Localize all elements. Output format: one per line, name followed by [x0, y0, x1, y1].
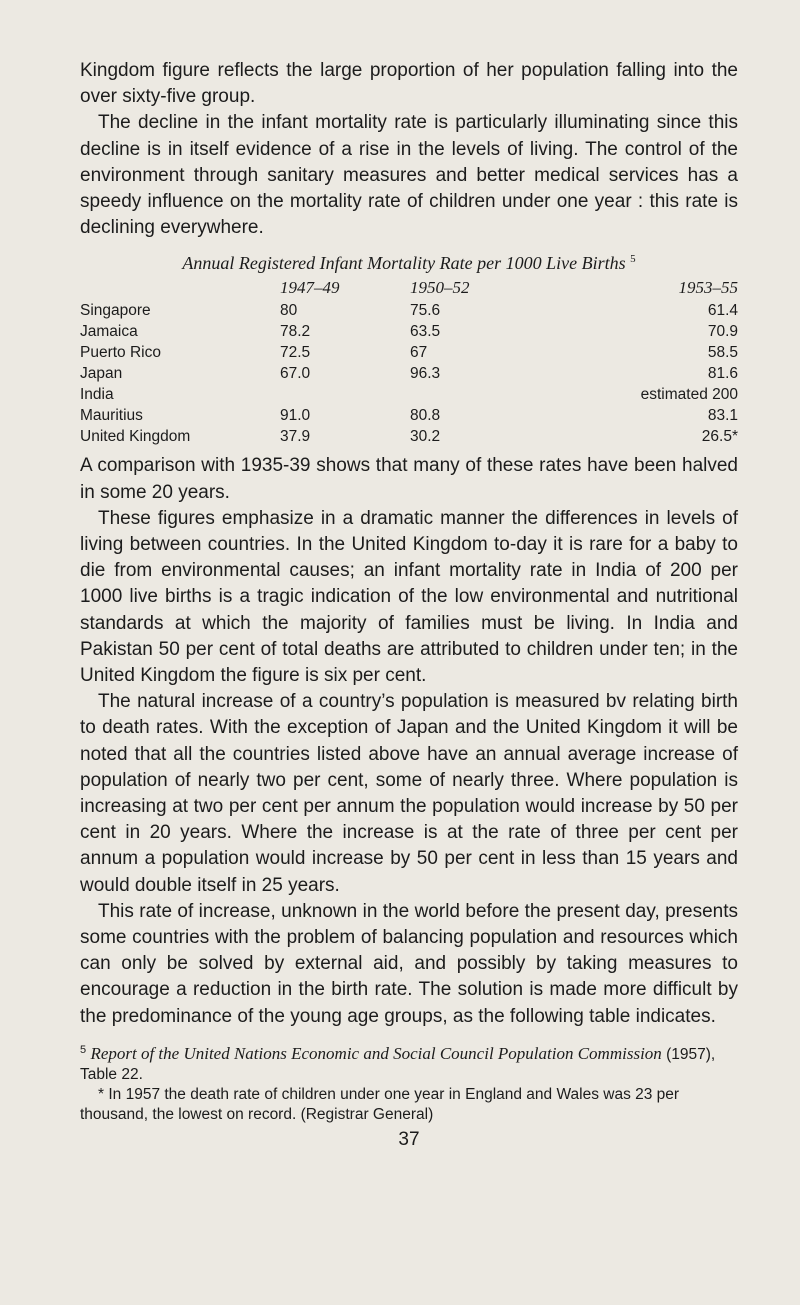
footnotes — [80, 1040, 738, 1125]
paragraph-natural-increase: The natural increase of a country’s population is measured bv relating birth to death rates. With the exception of Japan and the United Kingdom it will be noted that all the countries listed above have an annual average increase of population of nearly two per cent, some of nearly three. Where population is increasing at two per cent per annum the population would increase by 50 per cent in 20 years. Where the increase is at the rate of three per cent per annum a population would increase by 50 per cent in less than 15 years and would double itself in 25 years. — [80, 691, 738, 896]
column-header: 1947–49 — [280, 278, 340, 298]
value-cell — [410, 384, 530, 405]
paragraph-continuation: Kingdom figure reflects the large proportion of her population falling into the over sixty-five group. — [80, 60, 738, 108]
value-cell: 75.6 — [410, 301, 441, 319]
value-cell: 26.5* — [701, 427, 738, 445]
column-header: 1953–55 — [678, 278, 738, 298]
paragraph-comparison: A comparison with 1935-39 shows that many of these rates have been halved in some 20 years. — [80, 455, 738, 503]
value-cell: 91.0 — [280, 406, 311, 424]
infant-mortality-table — [80, 276, 738, 447]
country-cell: Jamaica — [80, 322, 138, 340]
page-number: 37 — [398, 1129, 420, 1151]
country-cell: Puerto Rico — [80, 343, 161, 361]
value-cell: 61.4 — [707, 301, 738, 319]
country-cell: Singapore — [80, 301, 151, 319]
table-caption: Annual Registered Infant Mortality Rate per 1000 Live Births $^5$ — [182, 253, 636, 274]
table-row — [80, 300, 738, 321]
value-cell — [280, 384, 410, 405]
value-cell: 81.6 — [707, 364, 738, 382]
paragraph-differences: These figures emphasize in a dramatic manner the differences in levels of living between countries. In the United Kingdom to-day it is rare for a baby to die from environmental causes; an infant mortality rate in India of 200 per 1000 live births is a tragic indication of the low environmental and nutritional standards at which the majority of families must be living. In India and Pakistan 50 per cent of total deaths are attributed to children under ten; in the United Kingdom the figure is six per cent. — [80, 507, 738, 687]
value-cell: 70.9 — [707, 322, 738, 340]
value-cell: 80 — [280, 301, 298, 319]
value-cell: 72.5 — [280, 343, 311, 361]
country-cell: Japan — [80, 364, 123, 382]
footnote-5: $^5$ Report of the United Nations Economic and Social Council Population Commission (1957), Table 22. — [80, 1043, 716, 1084]
value-cell: 80.8 — [410, 406, 441, 424]
country-cell: India — [80, 385, 114, 403]
table-row — [80, 426, 738, 447]
value-cell: 78.2 — [280, 322, 311, 340]
column-header: 1950–52 — [410, 278, 470, 298]
value-cell: 96.3 — [410, 364, 441, 382]
footnote-ref-5: 5 — [630, 253, 636, 266]
value-cell: 67 — [410, 343, 428, 361]
value-cell: 58.5 — [707, 343, 738, 361]
table-header-row — [80, 276, 738, 300]
paragraph-infant-mortality: The decline in the infant mortality rate is particularly illuminating since this decline is in itself evidence of a rise in the levels of living. The control of the environment through sanitary measures and better medical services has a speedy influence on the mortality rate of children under one year : this rate is declining everywhere. — [80, 112, 738, 239]
value-cell: 83.1 — [707, 406, 738, 424]
table-row — [80, 321, 738, 342]
value-cell: 37.9 — [280, 427, 311, 445]
country-cell: Mauritius — [80, 406, 143, 424]
value-cell: 30.2 — [410, 427, 441, 445]
table-row — [80, 384, 738, 405]
value-cell: estimated 200 — [640, 385, 738, 403]
table-row — [80, 405, 738, 426]
country-cell: United Kingdom — [80, 427, 191, 445]
table-row — [80, 342, 738, 363]
document-page — [80, 58, 738, 1151]
table-row — [80, 363, 738, 384]
value-cell: 63.5 — [410, 322, 441, 340]
value-cell: 67.0 — [280, 364, 311, 382]
paragraph-rate-of-increase: This rate of increase, unknown in the world before the present day, presents some countries with the problem of balancing population and resources which can only be solved by external aid, and possibly by taking measures to encourage a reduction in the birth rate. The solution is made more difficult by the predominance of the young age groups, as the following table indicates. — [80, 900, 738, 1027]
footnote-star: * In 1957 the death rate of children under one year in England and Wales was 23 per thousand, the lowest on record. (Registrar General) — [80, 1086, 680, 1124]
